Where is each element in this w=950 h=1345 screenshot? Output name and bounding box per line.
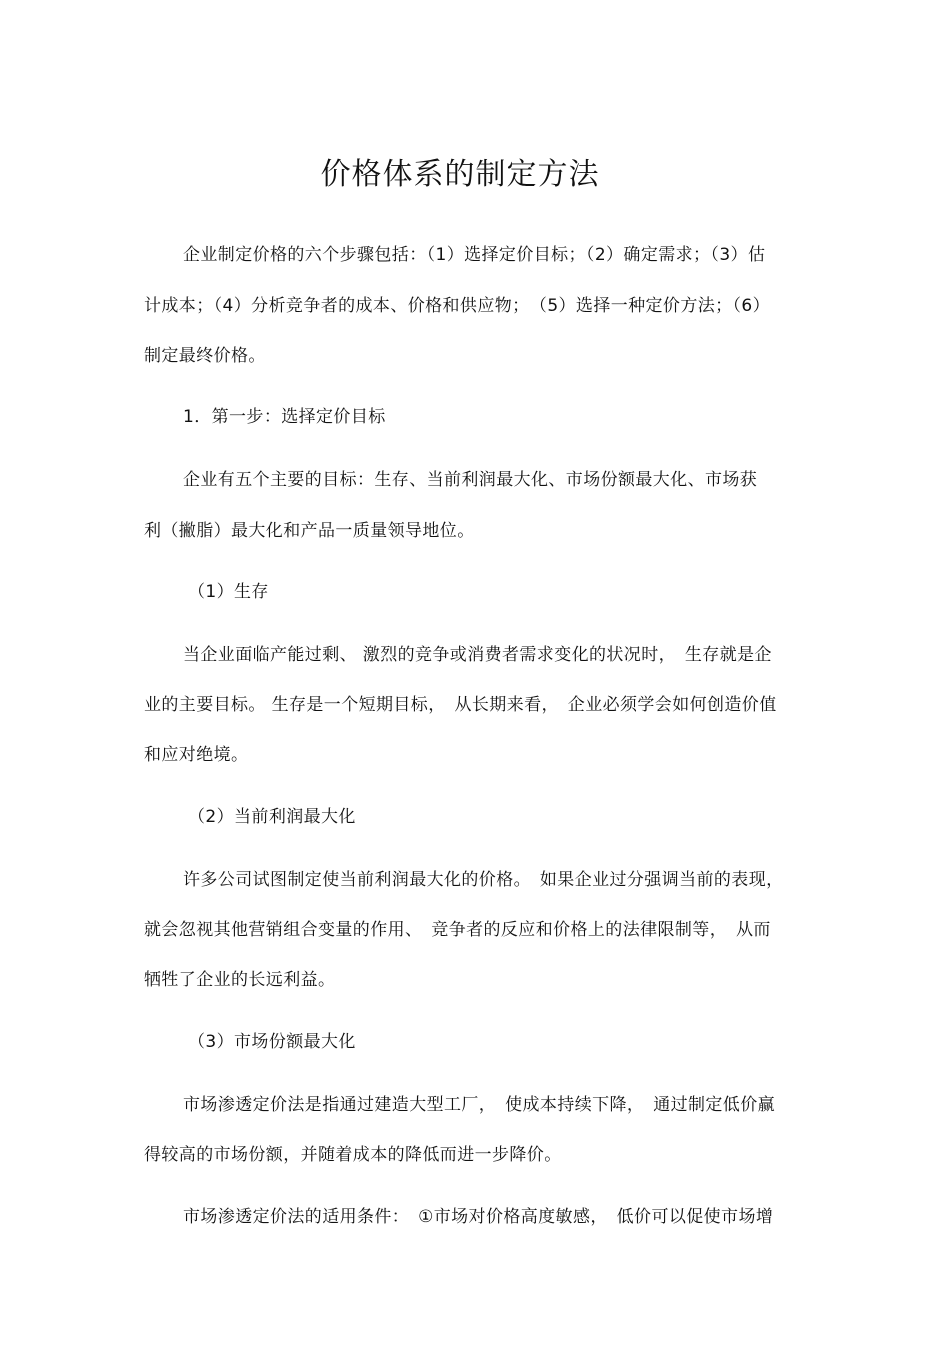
survival-line-2: 业的主要目标。 生存是一个短期目标， 从长期来看， 企业必须学会如何创造价值 [144, 695, 777, 715]
market-share-line-2: 得较高的市场份额，并随着成本的降低而进一步降价。 [144, 1145, 562, 1165]
objectives-line-2: 利（撇脂）最大化和产品一质量领导地位。 [144, 521, 475, 541]
survival-line-1: 当企业面临产能过剩、 激烈的竞争或消费者需求变化的状况时， 生存就是企 [183, 645, 772, 665]
objectives-line-1: 企业有五个主要的目标：生存、当前利润最大化、市场份额最大化、市场获 [183, 470, 758, 490]
intro-line-1: 企业制定价格的六个步骤包括：（1）选择定价目标；（2）确定需求；（3）估 [183, 245, 766, 265]
penetration-conditions-line-1: 市场渗透定价法的适用条件： ①市场对价格高度敏感， 低价可以促使市场增 [183, 1207, 774, 1227]
survival-line-3: 和应对绝境。 [144, 745, 249, 765]
market-share-line-1: 市场渗透定价法是指通过建造大型工厂， 使成本持续下降， 通过制定低价赢 [183, 1095, 775, 1115]
subheading-current-profit: （2）当前利润最大化 [188, 807, 356, 827]
subheading-market-share: （3）市场份额最大化 [188, 1032, 356, 1052]
profit-line-1: 许多公司试图制定使当前利润最大化的价格。 如果企业过分强调当前的表现， [183, 870, 784, 890]
document-title: 价格体系的制定方法 [320, 157, 600, 192]
subheading-survival: （1）生存 [188, 582, 269, 602]
section-heading-step-1: 1．第一步：选择定价目标 [183, 407, 386, 427]
intro-line-3: 制定最终价格。 [144, 346, 266, 366]
profit-line-2: 就会忽视其他营销组合变量的作用、 竞争者的反应和价格上的法律限制等， 从而 [144, 920, 771, 940]
profit-line-3: 牺牲了企业的长远利益。 [144, 970, 336, 990]
intro-line-2: 计成本；（4）分析竞争者的成本、价格和供应物； （5）选择一种定价方法；（6） [144, 296, 771, 316]
